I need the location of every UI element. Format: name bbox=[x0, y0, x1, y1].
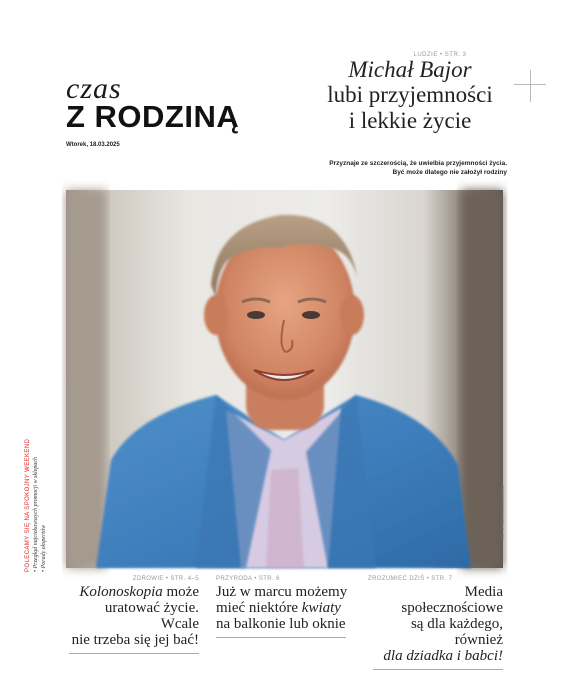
side-promo-item-1: • Przegląd najciekawszych promocji w sklepach bbox=[33, 456, 39, 572]
teaser-emphasis: Kolonoskopia bbox=[79, 584, 163, 600]
cover-photo[interactable] bbox=[66, 190, 503, 568]
background-pillar-right bbox=[461, 190, 503, 568]
teaser-kicker: PRZYRODA • STR. 6 bbox=[216, 576, 280, 582]
lead-line-1: Przyznaje ze szczerością, że uwielbia przyjemności życia. bbox=[329, 160, 507, 167]
teaser-text bbox=[216, 584, 356, 632]
masthead-title: Z RODZINĄ bbox=[66, 99, 240, 134]
main-headline[interactable] bbox=[300, 52, 510, 134]
teaser-text-part: mieć niektóre bbox=[216, 600, 302, 616]
teaser-rule bbox=[216, 637, 346, 638]
teaser-kicker: ZROZUMIEĆ DZIŚ • STR. 7 bbox=[368, 576, 453, 582]
teaser-text-part: nie trzeba się jej bać! bbox=[71, 632, 199, 648]
masthead-czas: czas bbox=[66, 72, 122, 105]
ear-right bbox=[340, 295, 364, 335]
background-pillar-left bbox=[66, 190, 106, 568]
headline-line-2: i lekkie życie bbox=[348, 108, 472, 133]
teaser-social-media[interactable] bbox=[368, 576, 503, 670]
teaser-text bbox=[368, 584, 503, 664]
crop-mark-vertical bbox=[530, 70, 531, 102]
side-promo-title: POLECAMY SIĘ NA SPOKOJNY WEEKEND bbox=[25, 438, 31, 572]
teaser-nature[interactable] bbox=[216, 576, 356, 638]
teaser-text bbox=[66, 584, 199, 648]
headline-kicker: LUDZIE • STR. 3 bbox=[413, 52, 467, 58]
shirt-shadow bbox=[266, 468, 304, 568]
side-promo-item-2: • Porady ekspertów bbox=[41, 524, 47, 572]
headline-name: Michał Bajor bbox=[348, 57, 472, 82]
photo-credit: FOT. ZYGMUNT JANKOWSKI bbox=[500, 485, 505, 540]
headline-line-1: lubi przyjemności bbox=[327, 82, 493, 107]
teaser-text-part: może bbox=[162, 584, 199, 600]
ear-left bbox=[204, 295, 228, 335]
teaser-rule bbox=[373, 669, 503, 670]
teaser-emphasis: kwiaty bbox=[301, 600, 341, 616]
teaser-kicker: ZDROWIE • STR. 4–5 bbox=[132, 576, 199, 582]
masthead bbox=[66, 72, 306, 148]
headline-lead bbox=[300, 159, 507, 177]
teaser-emphasis: dla dziadka i babci! bbox=[383, 648, 503, 664]
teaser-text-part: uratować życie. Wcale bbox=[104, 600, 199, 632]
eye-right bbox=[302, 311, 320, 319]
teaser-health[interactable] bbox=[66, 576, 199, 654]
side-promo[interactable] bbox=[24, 412, 48, 572]
issue-date: Wtorek, 18.03.2025 bbox=[66, 142, 120, 148]
teaser-text-part: Media społecznościowe bbox=[401, 584, 503, 616]
teaser-text-part: na balkonie lub oknie bbox=[216, 616, 346, 632]
teaser-rule bbox=[69, 653, 199, 654]
portrait-illustration bbox=[66, 190, 503, 568]
teaser-text-part: Już w marcu możemy bbox=[216, 584, 348, 600]
eye-left bbox=[247, 311, 265, 319]
teaser-text-part: są dla każdego, również bbox=[410, 616, 503, 648]
lead-line-2: Być może dlatego nie założył rodziny bbox=[392, 169, 507, 176]
